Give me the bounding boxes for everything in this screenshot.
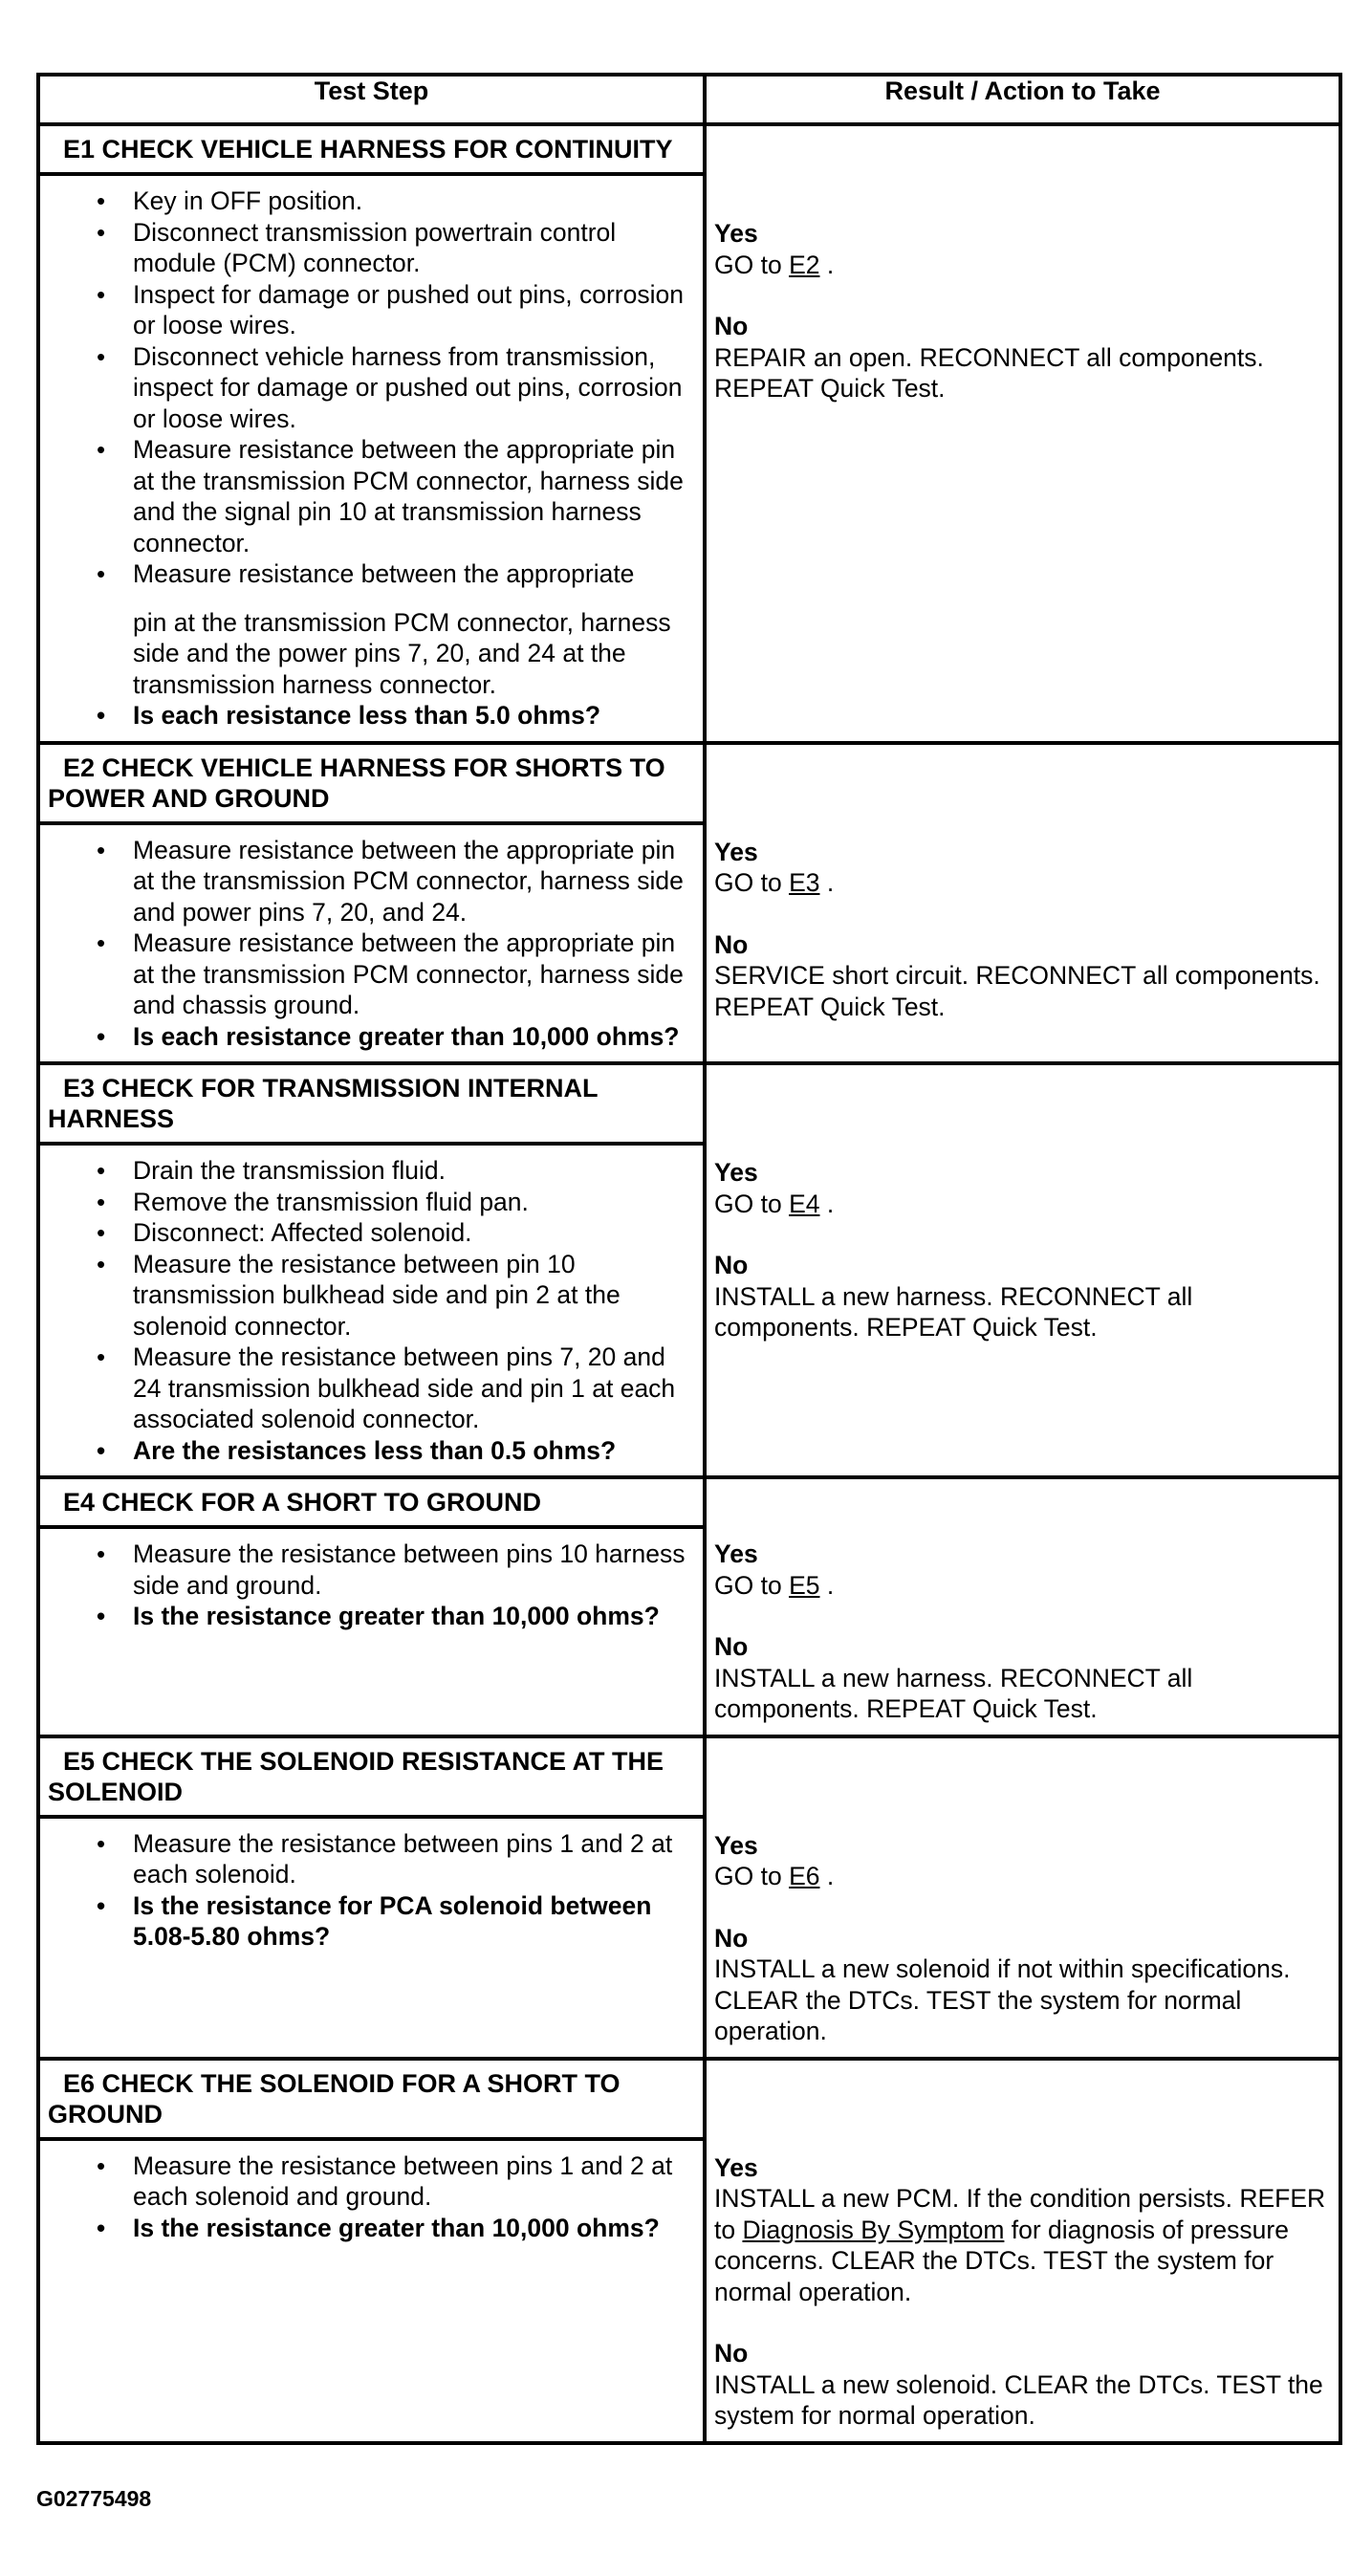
step-cell-e5 — [38, 1736, 705, 2059]
step-question: • Is each resistance less than 5.0 ohms? — [133, 700, 693, 731]
no-label: No — [714, 1632, 749, 1661]
header-test-step: Test Step — [38, 75, 705, 124]
yes-text: GO to — [714, 1570, 790, 1600]
yes-label: Yes — [714, 1158, 758, 1187]
result-cell-e5 — [705, 1736, 1340, 2059]
no-action: REPAIR an open. RECONNECT all components. REPEAT Quick Test. — [714, 342, 1264, 403]
no-label: No — [714, 929, 749, 959]
list-item: • Measure the resistance between pin 10 transmission bulkhead side and pin 2 at the solenoid connector. — [133, 1249, 693, 1343]
result-yes — [714, 1830, 1329, 1892]
step-bullet-list — [40, 825, 703, 1062]
step-bullet-list — [40, 1146, 703, 1475]
result-cell-e1 — [705, 124, 1340, 743]
step-title: E6 CHECK THE SOLENOID FOR A SHORT TO GROUND — [40, 2061, 703, 2141]
list-item: • Remove the transmission fluid pan. — [133, 1187, 693, 1218]
no-action: SERVICE short circuit. RECONNECT all components. REPEAT Quick Test. — [714, 961, 1320, 1021]
yes-text: GO to — [714, 1189, 790, 1218]
list-item: • Drain the transmission fluid. — [133, 1155, 693, 1187]
no-action: INSTALL a new harness. RECONNECT all components. REPEAT Quick Test. — [714, 1663, 1193, 1723]
link-diagnosis-by-symptom[interactable]: Diagnosis By Symptom — [742, 2215, 1005, 2244]
yes-action — [714, 1570, 1329, 1602]
table-row — [38, 1477, 1340, 1736]
result-no — [714, 929, 1329, 1023]
list-item: • Measure the resistance between pins 10 harness side and ground. — [133, 1539, 693, 1601]
result-no — [714, 2338, 1329, 2432]
yes-text: GO to — [714, 868, 790, 897]
list-item: • Measure the resistance between pins 7, 20 and 24 transmission bulkhead side and pin 1 at each associated solenoid connector. — [133, 1342, 693, 1435]
yes-label: Yes — [714, 219, 758, 248]
result-yes — [714, 1157, 1329, 1219]
result-yes — [714, 1539, 1329, 1601]
list-item: • Measure resistance between the appropriate pin at the transmission PCM connector, harness side and chassis ground. — [133, 928, 693, 1021]
step-title: E3 CHECK FOR TRANSMISSION INTERNAL HARNESS — [40, 1065, 703, 1146]
result-no — [714, 1631, 1329, 1725]
step-cell-e6 — [38, 2059, 705, 2443]
step-question: • Is the resistance greater than 10,000 ohms? — [133, 1601, 693, 1632]
yes-label: Yes — [714, 1539, 758, 1568]
yes-action — [714, 1189, 1329, 1220]
result-no — [714, 1250, 1329, 1343]
yes-text-post: . — [819, 250, 835, 279]
list-item: • Key in OFF position. — [133, 186, 693, 217]
diagnostic-table — [36, 73, 1342, 2445]
list-item-continuation: pin at the transmission PCM connector, harness side and the power pins 7, 20, and 24 at the transmission harness connector. — [133, 607, 671, 699]
no-label: No — [714, 312, 749, 340]
result-yes — [714, 2152, 1329, 2308]
step-bullet-list — [40, 1529, 703, 1642]
link-e2[interactable]: E2 — [789, 250, 820, 279]
step-bullet-list — [40, 176, 703, 741]
yes-text-post: . — [819, 1570, 835, 1600]
header-result-action: Result / Action to Take — [705, 75, 1340, 124]
step-title: E5 CHECK THE SOLENOID RESISTANCE AT THE SOLENOID — [40, 1738, 703, 1819]
result-content — [707, 2061, 1339, 2441]
step-question: • Is the resistance greater than 10,000 ohms? — [133, 2213, 693, 2244]
step-bullet-list — [40, 1819, 703, 1962]
list-item: • Measure resistance between the appropriate pin at the transmission PCM connector, harness side and the signal pin 10 at transmission harness connector. — [133, 434, 693, 558]
table-row — [38, 1063, 1340, 1477]
result-yes — [714, 218, 1329, 280]
result-content — [707, 1065, 1339, 1353]
table-row — [38, 1736, 1340, 2059]
yes-action — [714, 2183, 1329, 2307]
result-content — [707, 745, 1339, 1033]
yes-text: GO to — [714, 250, 790, 279]
result-content — [707, 1738, 1339, 2057]
list-item: • Disconnect vehicle harness from transmission, inspect for damage or pushed out pins, corrosion or loose wires. — [133, 341, 693, 435]
step-bullet-list — [40, 2141, 703, 2254]
yes-label: Yes — [714, 837, 758, 866]
yes-action — [714, 250, 1329, 281]
step-cell-e4 — [38, 1477, 705, 1736]
list-item: • Disconnect: Affected solenoid. — [133, 1217, 693, 1249]
yes-action — [714, 867, 1329, 899]
no-action: INSTALL a new solenoid. CLEAR the DTCs. TEST the system for normal operation. — [714, 2369, 1323, 2430]
yes-text-post: . — [819, 1189, 835, 1218]
result-content — [707, 126, 1339, 414]
list-item: • Measure the resistance between pins 1 and 2 at each solenoid. — [133, 1828, 693, 1890]
table-row — [38, 2059, 1340, 2443]
list-item: • Disconnect transmission powertrain control module (PCM) connector. — [133, 217, 693, 279]
result-cell-e3 — [705, 1063, 1340, 1477]
result-cell-e4 — [705, 1477, 1340, 1736]
table-header-row — [38, 75, 1340, 124]
yes-label: Yes — [714, 1830, 758, 1860]
diagnostic-table-container — [36, 73, 1339, 2445]
result-yes — [714, 837, 1329, 899]
result-cell-e2 — [705, 743, 1340, 1064]
result-no — [714, 1923, 1329, 2047]
step-cell-e3 — [38, 1063, 705, 1477]
step-question: • Is each resistance greater than 10,000 ohms? — [133, 1021, 693, 1053]
no-action: INSTALL a new harness. RECONNECT all components. REPEAT Quick Test. — [714, 1281, 1193, 1342]
table-row — [38, 124, 1340, 743]
list-item: • Measure the resistance between pins 1 and 2 at each solenoid and ground. — [133, 2150, 693, 2213]
step-title: E4 CHECK FOR A SHORT TO GROUND — [40, 1479, 703, 1529]
yes-text: INSTALL a new PCM. If the condition persists. REFER to — [714, 2184, 1326, 2244]
table-row — [38, 743, 1340, 1064]
link-e4[interactable]: E4 — [789, 1189, 820, 1218]
step-question: • Are the resistances less than 0.5 ohms? — [133, 1435, 693, 1467]
result-content — [707, 1479, 1339, 1735]
yes-text-post: for diagnosis of pressure concerns. CLEAR the DTCs. TEST the system for normal operation. — [714, 2215, 1289, 2306]
yes-text: GO to — [714, 1862, 790, 1890]
list-item: • Measure resistance between the appropriate — [133, 558, 693, 590]
figure-id: G02775498 — [36, 2486, 152, 2511]
no-label: No — [714, 2339, 749, 2368]
step-cell-e1 — [38, 124, 705, 743]
step-question: • Is the resistance for PCA solenoid between 5.08-5.80 ohms? — [133, 1890, 693, 1953]
no-action: INSTALL a new solenoid if not within specifications. CLEAR the DTCs. TEST the system for normal operation. — [714, 1954, 1291, 2045]
link-e5[interactable]: E5 — [789, 1570, 820, 1600]
yes-text-post: . — [819, 868, 835, 897]
step-cell-e2 — [38, 743, 705, 1064]
link-e6[interactable]: E6 — [789, 1862, 820, 1890]
yes-text-post: . — [819, 1862, 835, 1890]
step-title: E1 CHECK VEHICLE HARNESS FOR CONTINUITY — [40, 126, 703, 176]
result-no — [714, 311, 1329, 404]
result-cell-e6 — [705, 2059, 1340, 2443]
no-label: No — [714, 1923, 749, 1953]
no-label: No — [714, 1251, 749, 1279]
list-item: • Measure resistance between the appropriate pin at the transmission PCM connector, harness side and power pins 7, 20, and 24. — [133, 835, 693, 928]
list-item: • Inspect for damage or pushed out pins, corrosion or loose wires. — [133, 279, 693, 341]
step-title: E2 CHECK VEHICLE HARNESS FOR SHORTS TO POWER AND GROUND — [40, 745, 703, 825]
yes-action — [714, 1861, 1329, 1892]
link-e3[interactable]: E3 — [789, 868, 820, 897]
yes-label: Yes — [714, 2152, 758, 2182]
